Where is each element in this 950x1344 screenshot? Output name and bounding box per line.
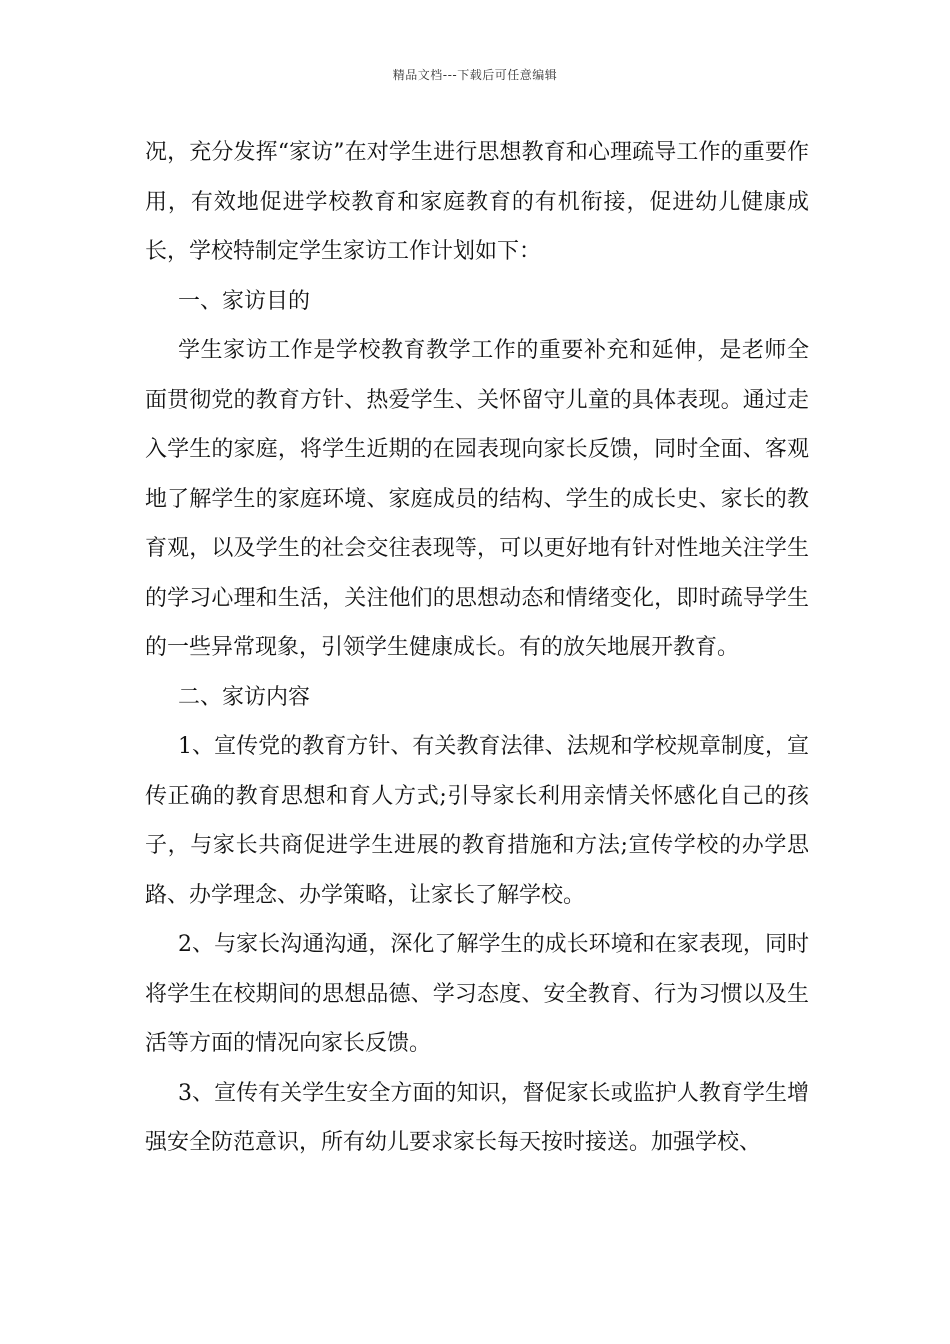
document-body <box>145 128 809 1168</box>
paragraph-content-item-1: 1、宣传党的教育方针、有关教育法律、法规和学校规章制度，宣传正确的教育思想和育人方式;引导家长利用亲情关怀感化自己的孩子，与家长共商促进学生进展的教育措施和方法;宣传学校的办学思路、办学理念、办学策略，让家长了解学校。 <box>145 734 809 908</box>
section-heading-purpose: 一、家访目的 <box>178 288 311 314</box>
section-heading-content: 二、家访内容 <box>178 684 311 710</box>
paragraph-content-item-3: 3、宣传有关学生安全方面的知识，督促家长或监护人教育学生增强安全防范意识，所有幼儿要求家长每天按时接送。加强学校、 <box>145 1080 809 1155</box>
page-header: 精品文档---下载后可任意编辑 <box>392 68 558 82</box>
paragraph-content-item-2: 2、与家长沟通沟通，深化了解学生的成长环境和在家表现，同时将学生在校期间的思想品德、学习态度、安全教育、行为习惯以及生活等方面的情况向家长反馈。 <box>145 932 809 1056</box>
paragraph-intro-continuation: 况，充分发挥“家访”在对学生进行思想教育和心理疏导工作的重要作用，有效地促进学校教育和家庭教育的有机衔接，促进幼儿健康成长，学校特制定学生家访工作计划如下： <box>145 140 809 264</box>
paragraph-purpose: 学生家访工作是学校教育教学工作的重要补充和延伸，是老师全面贯彻党的教育方针、热爱学生、关怀留守儿童的具体表现。通过走入学生的家庭，将学生近期的在园表现向家长反馈，同时全面、客观地了解学生的家庭环境、家庭成员的结构、学生的成长史、家长的教育观，以及学生的社会交往表现等，可以更好地有针对性地关注学生的学习心理和生活，关注他们的思想动态和情绪变化，即时疏导学生的一些异常现象，引领学生健康成长。有的放矢地展开教育。 <box>145 338 809 660</box>
